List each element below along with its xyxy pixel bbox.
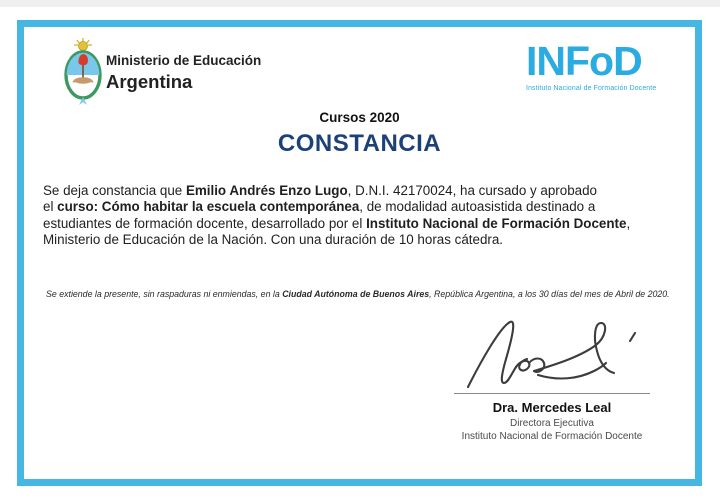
signature-block — [454, 313, 650, 442]
scan-edge-shadow — [0, 0, 720, 7]
certificate-card — [17, 20, 702, 486]
ministry-country: Argentina — [106, 70, 193, 92]
signer-role: Directora Ejecutiva — [510, 418, 594, 429]
certificate-body-line: Se deja constancia que Emilio Andrés Enzo Lugo, D.N.I. 42170024, ha cursado y aprobado — [43, 183, 598, 198]
certificate-title: CONSTANCIA — [277, 130, 442, 157]
infod-logo — [526, 38, 676, 92]
handwritten-signature-icon — [454, 313, 650, 393]
argentina-coat-of-arms-icon — [58, 38, 108, 106]
certificate-body-line: Ministerio de Educación de la Nación. Con una duración de 10 horas cátedra. — [43, 231, 504, 247]
issuance-note: Se extiende la presente, sin raspaduras ni enmiendas, en la Ciudad Autónoma de Buenos Aires, República Argentina, a los 30 días del mes de Abril de 2020. — [46, 289, 670, 299]
infod-logo-subtitle: Instituto Nacional de Formación Docente — [526, 85, 657, 92]
signature-rule — [454, 393, 650, 394]
ministry-logo-text — [106, 53, 261, 92]
certificate-body-line: el curso: Cómo habitar la escuela contemporánea, de modalidad autoasistida destinado a — [43, 199, 596, 215]
certificate-body-text — [43, 183, 630, 248]
signer-organization: Instituto Nacional de Formación Docente — [461, 431, 643, 442]
certificate-body-line: estudiantes de formación docente, desarrollado por el Instituto Nacional de Formación Docente, — [43, 215, 631, 231]
signer-name: Dra. Mercedes Leal — [492, 400, 612, 415]
ministry-name: Ministerio de Educación — [106, 53, 262, 68]
course-year-label: Cursos 2020 — [319, 110, 400, 125]
infod-logo-text: INFoD — [526, 38, 642, 84]
